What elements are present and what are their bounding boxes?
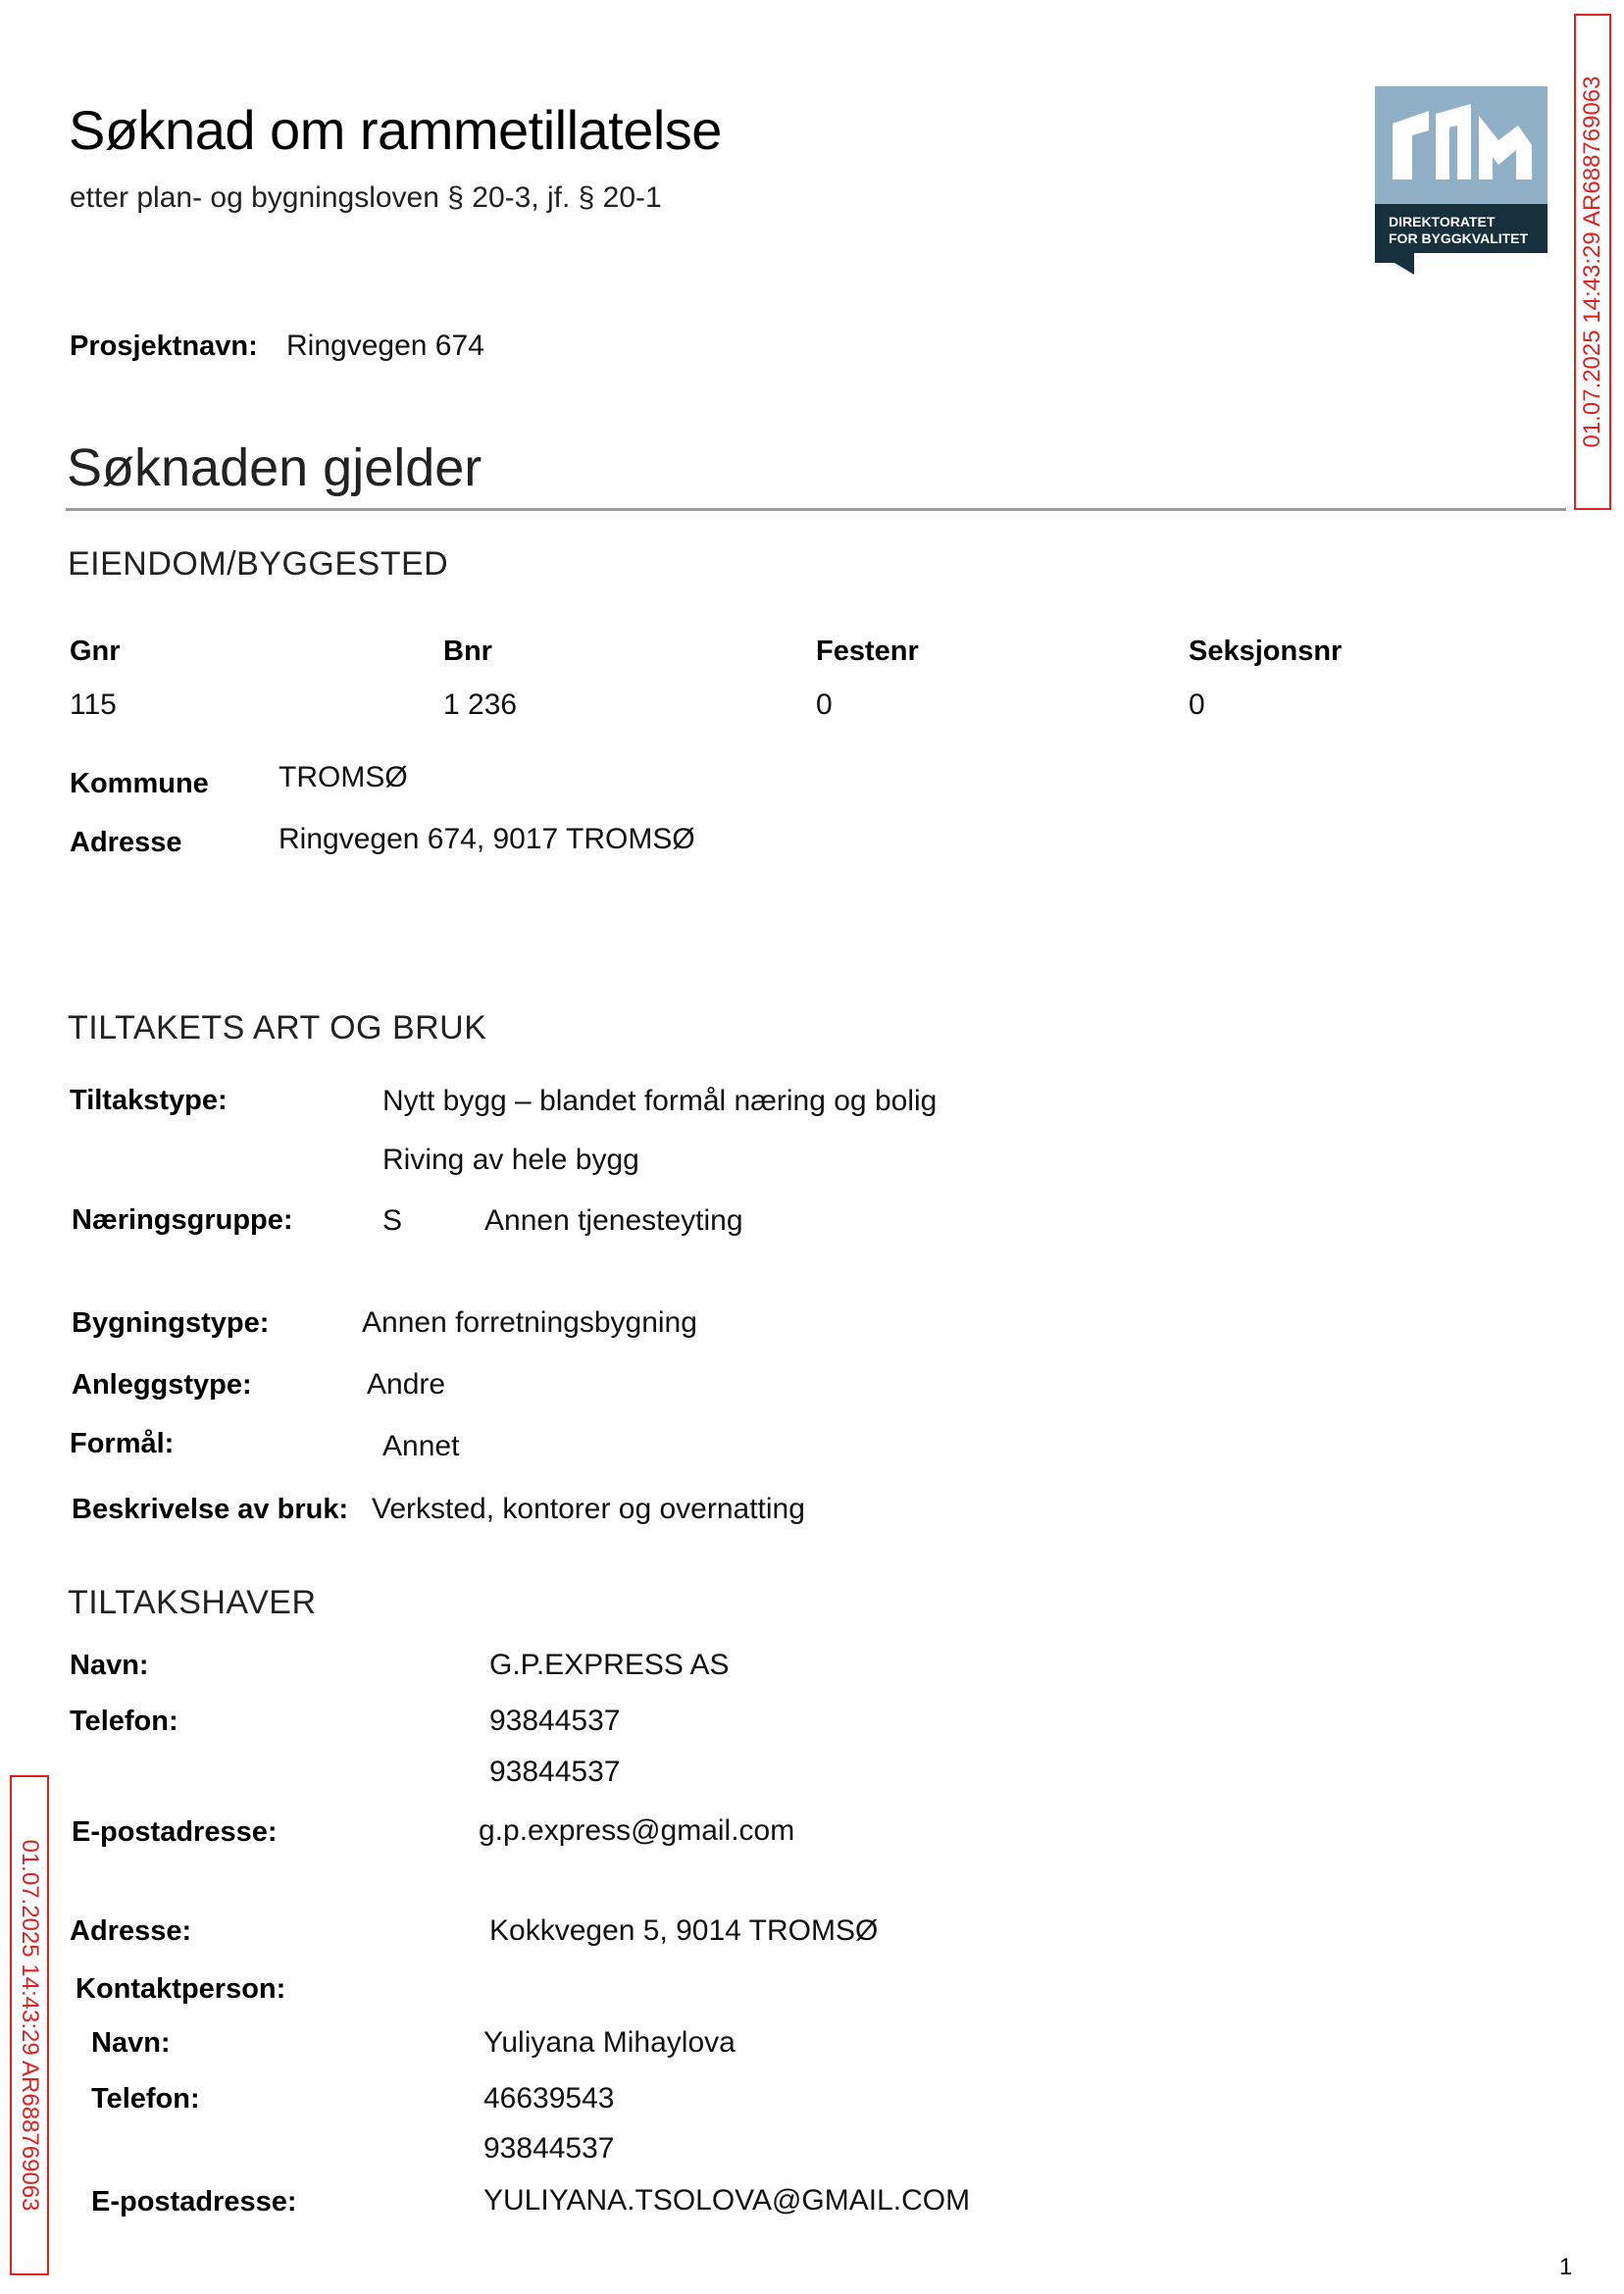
building-logo-icon [1375, 86, 1548, 275]
document-title: Søknad om rammetillatelse [69, 99, 722, 161]
timestamp-stamp-left [10, 1775, 49, 2275]
owner-telefon-value-2: 93844537 [489, 1756, 621, 1788]
bygningstype-value: Annen forretningsbygning [362, 1306, 697, 1339]
logo-text-line2: FOR BYGGKVALITET [1389, 230, 1529, 246]
owner-telefon-value-1: 93844537 [489, 1705, 621, 1737]
naeringsgruppe-code: S [382, 1204, 403, 1237]
naeringsgruppe-label: Næringsgruppe: [72, 1204, 293, 1236]
anleggstype-label: Anleggstype: [72, 1369, 252, 1401]
document-subtitle: etter plan- og bygningsloven § 20-3, jf. § 20-1 [70, 181, 662, 214]
kontakt-epost-value: YULIYANA.TSOLOVA@GMAIL.COM [483, 2184, 971, 2217]
adresse-label: Adresse [70, 827, 182, 858]
property-heading: EIENDOM/BYGGESTED [68, 545, 449, 583]
bnr-label: Bnr [443, 636, 492, 667]
tiltakstype-label: Tiltakstype: [70, 1085, 228, 1116]
formal-label: Formål: [70, 1428, 175, 1459]
tiltakstype-value-2: Riving av hele bygg [382, 1144, 639, 1176]
adresse-value: Ringvegen 674, 9017 TROMSØ [279, 823, 695, 855]
tiltakstype-value-1: Nytt bygg – blandet formål næring og bolig [382, 1085, 938, 1117]
kontakt-navn-value: Yuliyana Mihaylova [483, 2026, 736, 2059]
timestamp-stamp-right [1574, 14, 1611, 510]
stamp-text-right: 01.07.2025 14:43:29 AR688769063 [1579, 76, 1605, 448]
kontakt-epost-label: E-postadresse: [91, 2186, 297, 2218]
dibk-logo [1375, 86, 1548, 275]
kontakt-navn-label: Navn: [91, 2027, 171, 2059]
owner-epost-label: E-postadresse: [72, 1816, 278, 1848]
kontakt-telefon-label: Telefon: [91, 2083, 200, 2115]
logo-text-line1: DIREKTORATET [1389, 214, 1496, 229]
owner-adresse-label: Adresse: [70, 1915, 192, 1947]
kontakt-telefon-value-1: 46639543 [483, 2082, 615, 2115]
section-heading: Søknaden gjelder [67, 438, 482, 497]
seksjonsnr-label: Seksjonsnr [1189, 636, 1343, 667]
owner-epost-value: g.p.express@gmail.com [479, 1814, 795, 1847]
gnr-value: 115 [70, 688, 117, 721]
project-name-label: Prosjektnavn: [70, 331, 258, 362]
owner-heading: TILTAKSHAVER [68, 1584, 317, 1621]
beskrivelse-label: Beskrivelse av bruk: [72, 1494, 349, 1525]
section-divider [66, 508, 1566, 511]
stamp-text-left: 01.07.2025 14:43:29 AR688769063 [17, 1839, 43, 2212]
seksjonsnr-value: 0 [1189, 688, 1205, 721]
page-number: 1 [1559, 2254, 1573, 2280]
naeringsgruppe-value: Annen tjenesteyting [484, 1204, 743, 1237]
kommune-value: TROMSØ [279, 761, 408, 793]
kontakt-telefon-value-2: 93844537 [483, 2132, 615, 2165]
owner-telefon-label: Telefon: [70, 1706, 178, 1737]
beskrivelse-value: Verksted, kontorer og overnatting [372, 1493, 805, 1525]
owner-navn-label: Navn: [70, 1650, 149, 1681]
festenr-value: 0 [816, 688, 833, 721]
bnr-value: 1 236 [443, 688, 518, 721]
gnr-label: Gnr [70, 636, 121, 667]
kontaktperson-label: Kontaktperson: [76, 1973, 286, 2005]
formal-value: Annet [382, 1430, 460, 1462]
measure-heading: TILTAKETS ART OG BRUK [68, 1009, 487, 1046]
owner-navn-value: G.P.EXPRESS AS [489, 1649, 730, 1681]
owner-adresse-value: Kokkvegen 5, 9014 TROMSØ [489, 1914, 879, 1947]
bygningstype-label: Bygningstype: [72, 1307, 270, 1339]
festenr-label: Festenr [816, 636, 919, 667]
kommune-label: Kommune [70, 768, 209, 799]
anleggstype-value: Andre [367, 1368, 446, 1401]
project-name-value: Ringvegen 674 [286, 330, 484, 362]
